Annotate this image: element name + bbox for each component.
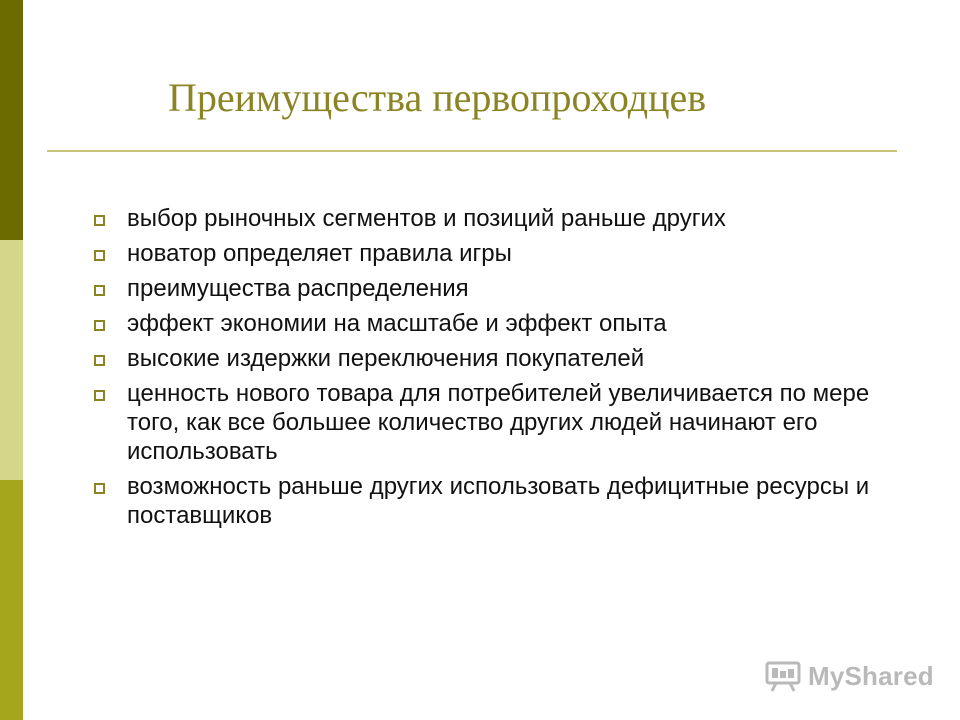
- bullet-item: [94, 274, 914, 303]
- bullet-text: возможность раньше других использовать дефицитные ресурсы и поставщиков: [127, 473, 870, 529]
- side-bar-mid-segment: [0, 480, 23, 720]
- bullet-text: ценность нового товара для потребителей увеличивается по мере того, как все большее количество других людей начинают его использовать: [127, 380, 870, 465]
- hollow-square-bullet-icon: [94, 390, 105, 401]
- side-bar-light-segment: [0, 240, 23, 480]
- bullet-item: [94, 239, 914, 268]
- bullet-text: выбор рыночных сегментов и позиций раньше других: [127, 205, 726, 232]
- hollow-square-bullet-icon: [94, 215, 105, 226]
- bullet-item: [94, 472, 914, 530]
- presentation-board-icon: [764, 659, 802, 693]
- bullet-text: высокие издержки переключения покупателей: [127, 345, 645, 372]
- hollow-square-bullet-icon: [94, 483, 105, 494]
- bullet-list: [94, 204, 914, 536]
- side-accent-bar: [0, 0, 23, 720]
- hollow-square-bullet-icon: [94, 285, 105, 296]
- bullet-item: [94, 204, 914, 233]
- hollow-square-bullet-icon: [94, 250, 105, 261]
- bullet-item: [94, 309, 914, 338]
- watermark-text: MyShared: [808, 660, 934, 691]
- bullet-item: [94, 379, 914, 466]
- bullet-item: [94, 344, 914, 373]
- slide-title: Преимущества первопроходцев: [168, 75, 707, 120]
- title-divider: [47, 150, 897, 152]
- bullet-text: преимущества распределения: [127, 275, 469, 302]
- hollow-square-bullet-icon: [94, 320, 105, 331]
- side-bar-dark-segment: [0, 0, 23, 240]
- bullet-text: эффект экономии на масштабе и эффект опыта: [127, 310, 667, 337]
- myshared-watermark: [764, 656, 934, 696]
- bullet-text: новатор определяет правила игры: [127, 240, 512, 267]
- hollow-square-bullet-icon: [94, 355, 105, 366]
